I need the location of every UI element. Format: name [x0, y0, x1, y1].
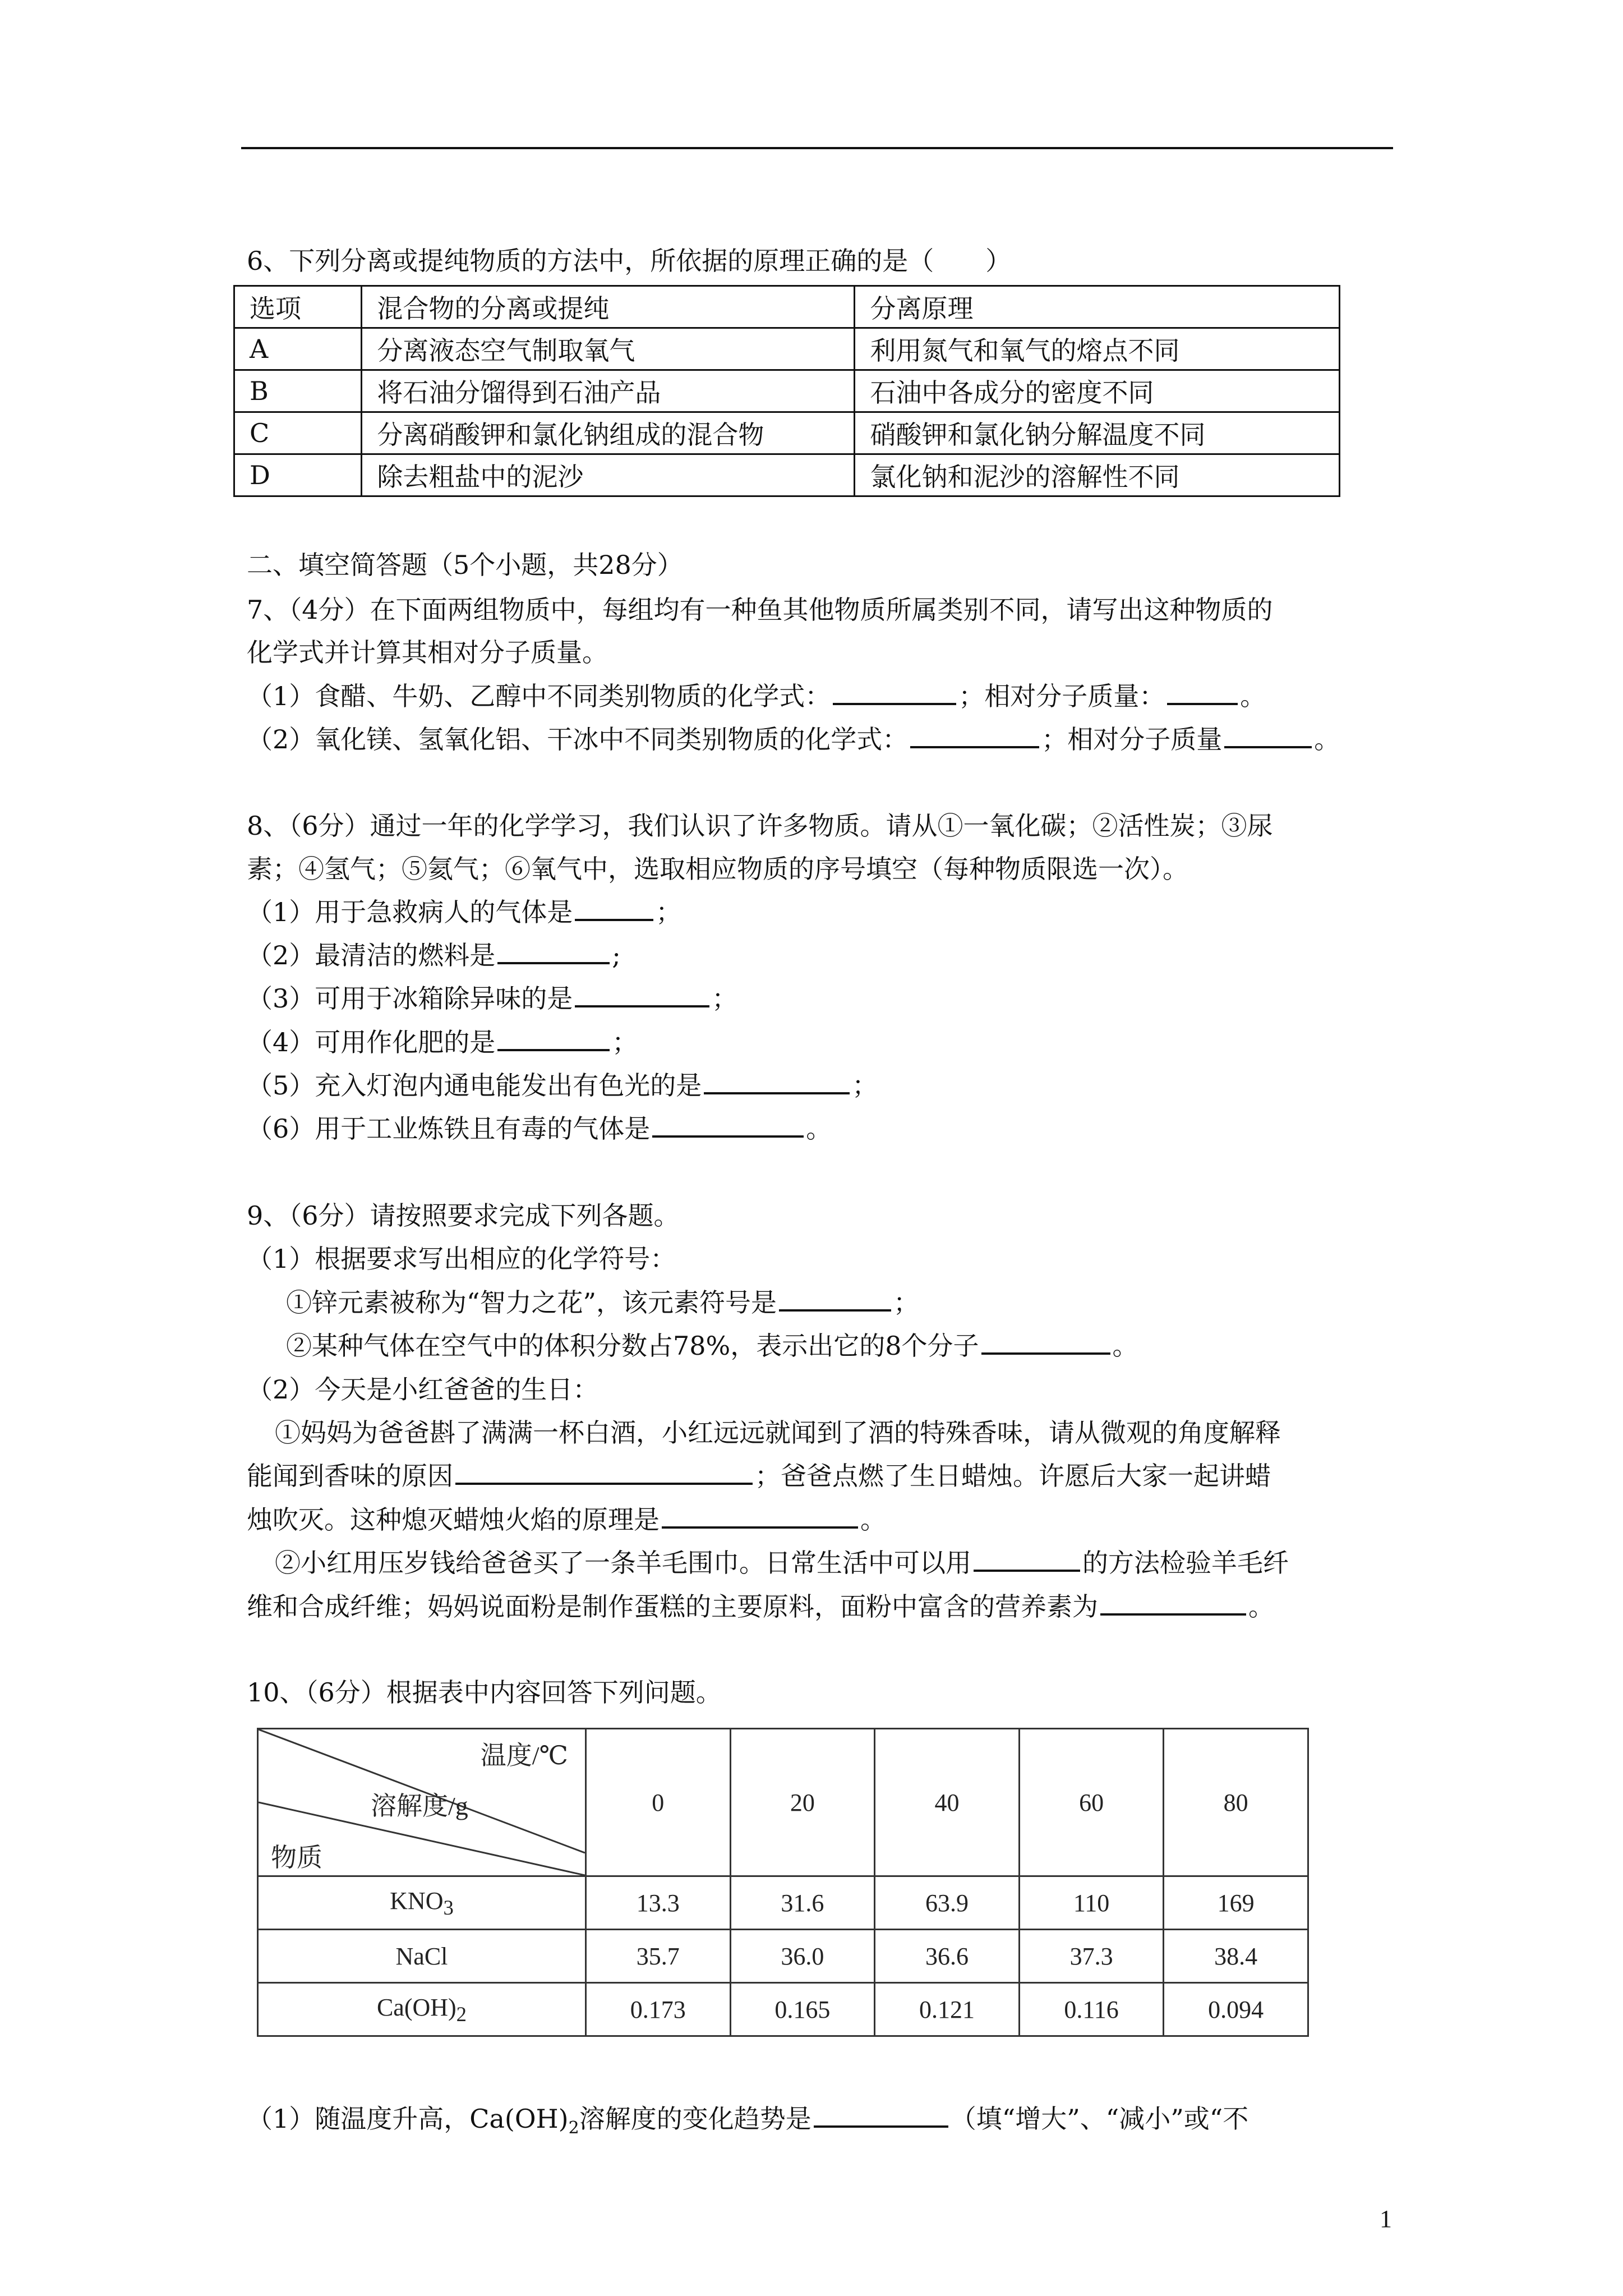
q8-item	[247, 937, 621, 973]
value-cell: 0.165	[730, 1983, 875, 2036]
q7-part2-text2: ；相对分子质量	[1041, 724, 1223, 754]
answer-blank[interactable]	[704, 1070, 850, 1094]
table-row	[258, 1930, 1308, 1983]
q8-item	[247, 894, 681, 930]
answer-blank[interactable]	[910, 724, 1039, 748]
q8-item-text: （6）用于工业炼铁且有毒的气体是	[247, 1114, 651, 1144]
q9-part1b-end: 。	[1112, 1331, 1138, 1361]
answer-blank[interactable]	[575, 896, 653, 921]
answer-blank[interactable]	[1224, 724, 1312, 748]
header-rule	[241, 147, 1393, 149]
value-cell: 13.3	[585, 1876, 730, 1930]
answer-blank[interactable]	[455, 1460, 753, 1485]
answer-blank[interactable]	[575, 983, 709, 1007]
q7-part1-text2: ；相对分子质量：	[958, 681, 1165, 711]
corner-cell	[258, 1729, 586, 1876]
q8-item	[247, 1024, 638, 1060]
q6-stem: 6、下列分离或提纯物质的方法中，所依据的原理正确的是（ ）	[247, 246, 1012, 276]
q7-part2	[247, 721, 1340, 757]
q9-part2b-line2	[247, 1589, 1274, 1625]
q8-item	[247, 1068, 878, 1103]
temp-header: 80	[1164, 1729, 1308, 1876]
answer-blank[interactable]	[974, 1547, 1080, 1572]
q8-item-text: （4）可用作化肥的是	[247, 1027, 496, 1057]
corner-solubility-label: 溶解度/g	[371, 1792, 468, 1820]
table-cell: 除去粗盐中的泥沙	[362, 454, 855, 496]
temp-header: 0	[585, 1729, 730, 1876]
table-row	[234, 412, 1340, 454]
table-cell: 硝酸钾和氯化钠分解温度不同	[855, 412, 1340, 454]
table-cell: D	[234, 454, 362, 496]
q9-part2b-text: ②小红用压岁钱给爸爸买了一条羊毛围巾。日常生活中可以用	[275, 1548, 971, 1578]
value-cell: 0.121	[875, 1983, 1020, 2036]
value-cell: 38.4	[1164, 1930, 1308, 1983]
answer-blank[interactable]	[814, 2103, 948, 2128]
temp-header: 60	[1019, 1729, 1164, 1876]
q9-stem: 9、（6分）请按照要求完成下列各题。	[247, 1200, 680, 1231]
table-row	[234, 328, 1340, 370]
q7-part1-end: 。	[1240, 681, 1266, 711]
q10-part1-text2: 溶解度的变化趋势是	[579, 2104, 811, 2134]
q8-item	[247, 1111, 832, 1147]
q8-item-end: ;	[612, 940, 621, 970]
table-header-cell: 混合物的分离或提纯	[362, 286, 855, 328]
q10-part1-text: （1）随温度升高，Ca(OH)	[247, 2104, 569, 2134]
subscript: 2	[568, 2118, 579, 2138]
table-header-row	[258, 1729, 1308, 1876]
q7-part1-text: （1）食醋、牛奶、乙醇中不同类别物质的化学式：	[247, 681, 831, 711]
table-cell: 利用氮气和氧气的熔点不同	[855, 328, 1340, 370]
q9-part2: （2）今天是小红爸爸的生日：	[247, 1374, 599, 1405]
value-cell: 0.094	[1164, 1983, 1308, 2036]
answer-blank[interactable]	[1167, 680, 1238, 705]
corner-substance-label: 物质	[271, 1843, 322, 1872]
q9-part2a-text3: 烛吹灭。这种熄灭蜡烛火焰的原理是	[247, 1504, 660, 1535]
value-cell: 31.6	[730, 1876, 875, 1930]
value-cell: 36.6	[875, 1930, 1020, 1983]
q8-stem-line1: 8、（6分）通过一年的化学学习，我们认识了许多物质。请从①一氧化碳；②活性炭；③尿	[247, 811, 1273, 841]
q8-item-text: （2）最清洁的燃料是	[247, 940, 496, 970]
q9-part2a-text2: ；爸爸点燃了生日蜡烛。许愿后大家一起讲蜡	[755, 1461, 1271, 1491]
value-cell: 36.0	[730, 1930, 875, 1983]
answer-blank[interactable]	[497, 940, 610, 964]
subscript: 3	[443, 1895, 454, 1919]
q8-item-text: （1）用于急救病人的气体是	[247, 897, 573, 927]
page-number: 1	[1380, 2205, 1392, 2233]
q7-stem-line2: 化学式并计算其相对分子质量。	[247, 637, 608, 668]
table-cell: 将石油分馏得到石油产品	[362, 370, 855, 412]
answer-blank[interactable]	[981, 1330, 1110, 1355]
solubility-table	[257, 1728, 1309, 2037]
q9-part2b-line1	[275, 1545, 1289, 1581]
subscript: 2	[456, 2002, 467, 2026]
q8-stem-line2: 素；④氢气；⑤氦气；⑥氧气中，选取相应物质的序号填空（每种物质限选一次）。	[247, 854, 1188, 884]
corner-temp-label: 温度/℃	[480, 1741, 568, 1770]
q10-part1	[247, 2101, 1248, 2146]
table-header-cell: 分离原理	[855, 286, 1340, 328]
value-cell: 110	[1019, 1876, 1164, 1930]
value-cell: 37.3	[1019, 1930, 1164, 1983]
q9-part1a-text: ①锌元素被称为“智力之花”，该元素符号是	[286, 1287, 777, 1318]
temp-header: 20	[730, 1729, 875, 1876]
answer-blank[interactable]	[779, 1287, 891, 1312]
table-cell: 石油中各成分的密度不同	[855, 370, 1340, 412]
q8-item-end: ；	[852, 1070, 878, 1101]
substance-name: NaCl	[395, 1942, 448, 1970]
q7-part1	[247, 678, 1266, 714]
table-cell: C	[234, 412, 362, 454]
q8-item-text: （5）充入灯泡内通电能发出有色光的是	[247, 1070, 702, 1101]
q9-part2a-text: 能闻到香味的原因	[247, 1461, 453, 1491]
q7-stem-line1: 7、（4分）在下面两组物质中，每组均有一种鱼其他物质所属类别不同，请写出这种物质的	[247, 595, 1273, 625]
answer-blank[interactable]	[662, 1504, 858, 1529]
q9-part2a-line2	[247, 1458, 1271, 1494]
value-cell: 0.173	[585, 1983, 730, 2036]
q9-part1: （1）根据要求写出相应的化学符号：	[247, 1244, 676, 1274]
q9-part1a-end: ；	[893, 1287, 920, 1318]
answer-blank[interactable]	[1100, 1591, 1246, 1616]
value-cell: 169	[1164, 1876, 1308, 1930]
q8-item	[247, 981, 737, 1016]
q9-part1a	[286, 1285, 919, 1320]
substance-cell	[258, 1930, 586, 1983]
q9-part2a-line1: ①妈妈为爸爸斟了满满一杯白酒，小红远远就闻到了酒的特殊香味，请从微观的角度解释	[275, 1418, 1281, 1448]
temp-header: 40	[875, 1729, 1020, 1876]
q6-table	[233, 285, 1340, 497]
answer-blank[interactable]	[652, 1113, 804, 1138]
q10-stem: 10、（6分）根据表中内容回答下列问题。	[247, 1677, 722, 1708]
table-cell: B	[234, 370, 362, 412]
q8-item-text: （3）可用于冰箱除异味的是	[247, 983, 573, 1014]
q9-part2b-text2: 的方法检验羊毛纤	[1082, 1548, 1289, 1578]
table-row	[234, 370, 1340, 412]
q9-part2a-end: 。	[860, 1504, 886, 1535]
table-row	[258, 1983, 1308, 2036]
value-cell: 35.7	[585, 1930, 730, 1983]
table-cell: A	[234, 328, 362, 370]
q8-item-end: ；	[612, 1027, 638, 1057]
table-cell: 氯化钠和泥沙的溶解性不同	[855, 454, 1340, 496]
answer-blank[interactable]	[833, 680, 956, 705]
q7-part2-text: （2）氧化镁、氢氧化铝、干冰中不同类别物质的化学式：	[247, 724, 909, 754]
q9-part2b-end: 。	[1248, 1591, 1274, 1622]
value-cell: 63.9	[875, 1876, 1020, 1930]
answer-blank[interactable]	[497, 1027, 610, 1051]
q8-item-end: 。	[806, 1114, 832, 1144]
substance-cell	[258, 1876, 586, 1930]
table-cell: 分离液态空气制取氧气	[362, 328, 855, 370]
q8-item-end: ；	[712, 983, 738, 1014]
substance-name: Ca(OH)	[376, 1993, 457, 2021]
q9-part2a-line3	[247, 1502, 886, 1538]
table-header-row	[234, 286, 1340, 328]
table-header-cell: 选项	[234, 286, 362, 328]
table-cell: 分离硝酸钾和氯化钠组成的混合物	[362, 412, 855, 454]
table-row	[234, 454, 1340, 496]
substance-name: KNO	[390, 1887, 444, 1915]
substance-cell	[258, 1983, 586, 2036]
q8-item-end: ；	[656, 897, 682, 927]
q9-part2b-text3: 维和合成纤维；妈妈说面粉是制作蛋糕的主要原料，面粉中富含的营养素为	[247, 1591, 1098, 1622]
q9-part1b	[286, 1328, 1138, 1364]
section-title: 二、填空简答题（5个小题，共28分）	[247, 550, 683, 580]
value-cell: 0.116	[1019, 1983, 1164, 2036]
q7-part2-end: 。	[1314, 724, 1340, 754]
table-row	[258, 1876, 1308, 1930]
q9-part1b-text: ②某种气体在空气中的体积分数占78%，表示出它的8个分子	[286, 1331, 979, 1361]
q10-part1-text3: （填“增大”、“减小”或“不	[950, 2104, 1249, 2134]
